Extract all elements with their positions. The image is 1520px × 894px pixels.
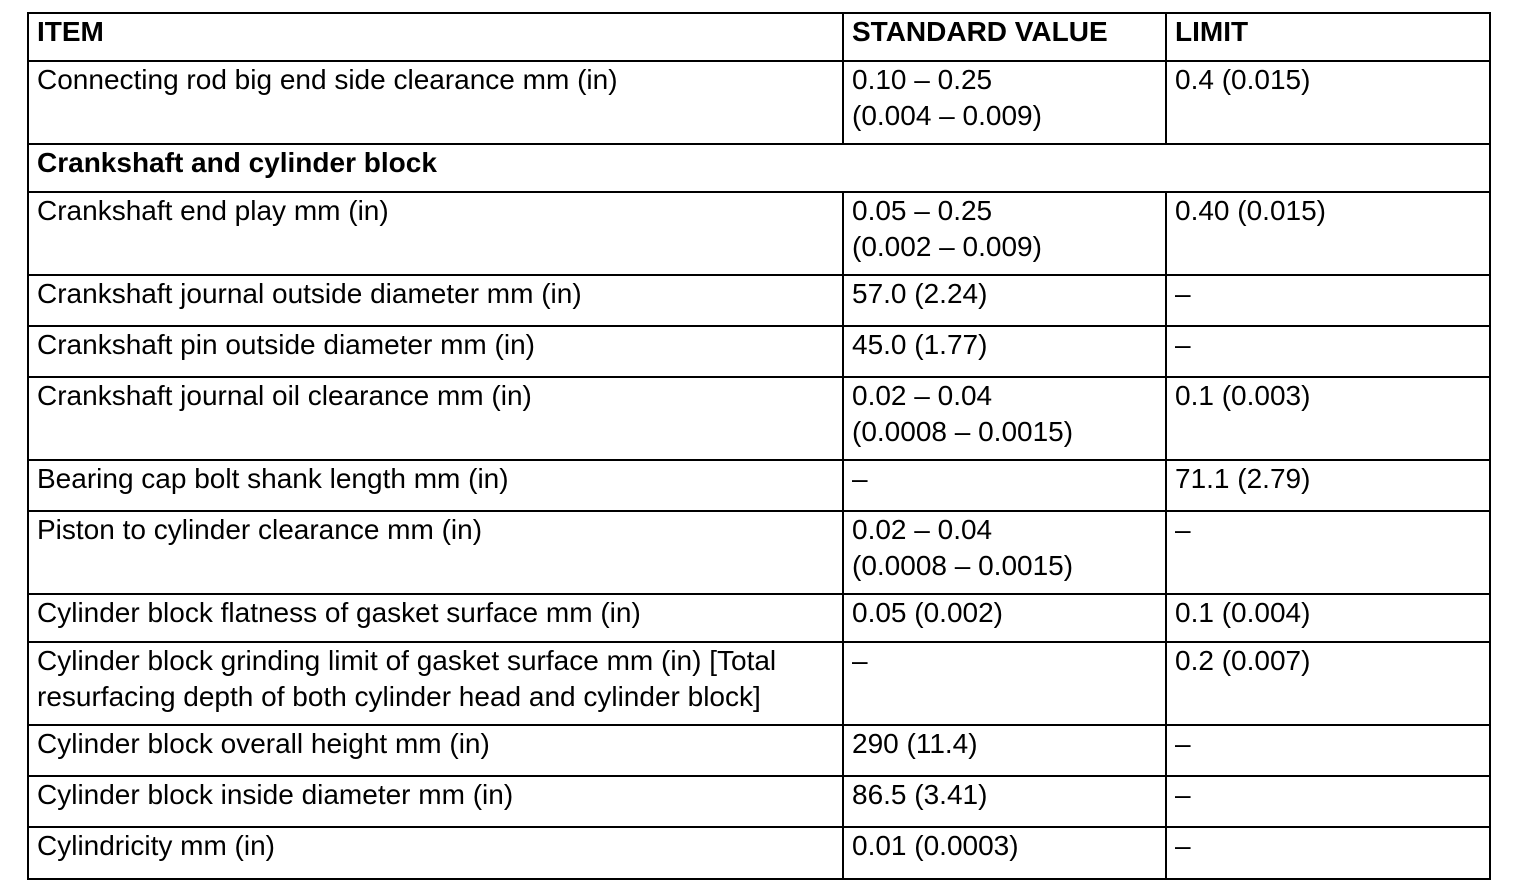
item-cell: Cylinder block inside diameter mm (in) bbox=[28, 776, 843, 827]
limit-cell: 0.40 (0.015) bbox=[1166, 192, 1490, 275]
table-row bbox=[28, 776, 1490, 827]
section-row bbox=[28, 144, 1490, 192]
standard-value-cell: 45.0 (1.77) bbox=[843, 326, 1166, 377]
header-standard-value: STANDARD VALUE bbox=[843, 13, 1166, 61]
limit-cell: – bbox=[1166, 725, 1490, 776]
item-cell: Cylinder block overall height mm (in) bbox=[28, 725, 843, 776]
table-row bbox=[28, 511, 1490, 594]
limit-cell: 0.4 (0.015) bbox=[1166, 61, 1490, 144]
table-row bbox=[28, 326, 1490, 377]
standard-value-cell: 0.01 (0.0003) bbox=[843, 827, 1166, 879]
header-item: ITEM bbox=[28, 13, 843, 61]
item-cell: Cylinder block grinding limit of gasket surface mm (in) [Total resurfacing depth of both cylinder head and cylinder block] bbox=[28, 642, 843, 725]
limit-cell: – bbox=[1166, 511, 1490, 594]
table-row bbox=[28, 275, 1490, 326]
standard-value-cell: 0.10 – 0.25 (0.004 – 0.009) bbox=[843, 61, 1166, 144]
header-limit: LIMIT bbox=[1166, 13, 1490, 61]
item-cell: Bearing cap bolt shank length mm (in) bbox=[28, 460, 843, 511]
standard-value-cell: 0.05 – 0.25 (0.002 – 0.009) bbox=[843, 192, 1166, 275]
item-cell: Crankshaft journal outside diameter mm (in) bbox=[28, 275, 843, 326]
item-cell: Crankshaft end play mm (in) bbox=[28, 192, 843, 275]
table-row bbox=[28, 460, 1490, 511]
limit-cell: 0.1 (0.003) bbox=[1166, 377, 1490, 460]
item-cell: Piston to cylinder clearance mm (in) bbox=[28, 511, 843, 594]
table-row bbox=[28, 725, 1490, 776]
limit-cell: 0.1 (0.004) bbox=[1166, 594, 1490, 642]
item-cell: Crankshaft journal oil clearance mm (in) bbox=[28, 377, 843, 460]
limit-cell: – bbox=[1166, 776, 1490, 827]
spec-table bbox=[27, 12, 1491, 880]
section-heading: Crankshaft and cylinder block bbox=[28, 144, 1490, 192]
standard-value-cell: 0.05 (0.002) bbox=[843, 594, 1166, 642]
table-row bbox=[28, 192, 1490, 275]
standard-value-cell: 0.02 – 0.04 (0.0008 – 0.0015) bbox=[843, 377, 1166, 460]
standard-value-cell: 57.0 (2.24) bbox=[843, 275, 1166, 326]
standard-value-cell: 0.02 – 0.04 (0.0008 – 0.0015) bbox=[843, 511, 1166, 594]
limit-cell: 0.2 (0.007) bbox=[1166, 642, 1490, 725]
standard-value-cell: – bbox=[843, 460, 1166, 511]
limit-cell: – bbox=[1166, 275, 1490, 326]
limit-cell: – bbox=[1166, 326, 1490, 377]
item-cell: Cylinder block flatness of gasket surface mm (in) bbox=[28, 594, 843, 642]
table-row bbox=[28, 642, 1490, 725]
header-row bbox=[28, 13, 1490, 61]
standard-value-cell: 290 (11.4) bbox=[843, 725, 1166, 776]
standard-value-cell: 86.5 (3.41) bbox=[843, 776, 1166, 827]
table-row bbox=[28, 377, 1490, 460]
limit-cell: – bbox=[1166, 827, 1490, 879]
item-cell: Cylindricity mm (in) bbox=[28, 827, 843, 879]
table-row bbox=[28, 61, 1490, 144]
item-cell: Connecting rod big end side clearance mm (in) bbox=[28, 61, 843, 144]
standard-value-cell: – bbox=[843, 642, 1166, 725]
limit-cell: 71.1 (2.79) bbox=[1166, 460, 1490, 511]
table-row bbox=[28, 594, 1490, 642]
table-row bbox=[28, 827, 1490, 879]
item-cell: Crankshaft pin outside diameter mm (in) bbox=[28, 326, 843, 377]
